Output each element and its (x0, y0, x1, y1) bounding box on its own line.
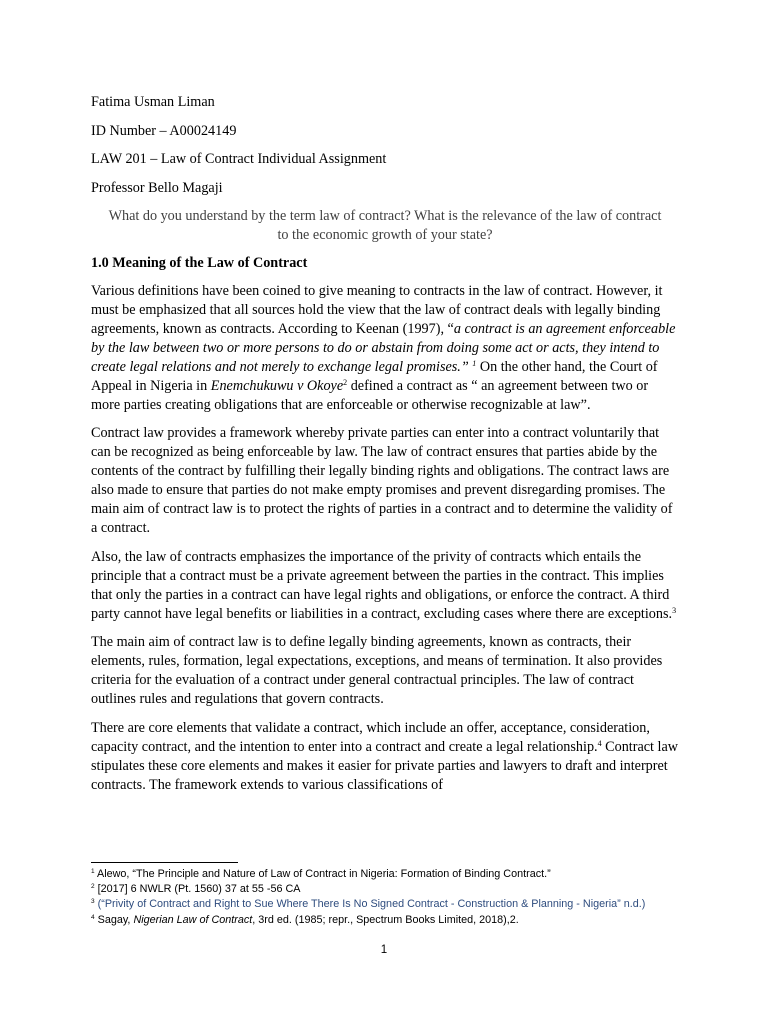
footnote-text: [2017] 6 NWLR (Pt. 1560) 37 at 55 -56 CA (94, 883, 301, 896)
footnote-ref-2[interactable]: 2 (343, 377, 348, 387)
paragraph1-part3: defined a contract as “ an agreement between two or more parties creating obligations that are enforceable or otherwise recognizable at law”. (91, 377, 649, 413)
page-number: 1 (380, 944, 388, 956)
footnote-ref-4[interactable]: 4 (597, 738, 602, 748)
paragraph5-part1: There are core elements that validate a contract, which include an offer, acceptance, consideration, capacity contract, and the intention to enter into a contract and create a legal relationship. (91, 719, 650, 755)
paragraph1-part2: On the other hand, the Court of Appeal in Nigeria in (91, 358, 658, 394)
footnote-citation-link[interactable]: (“Privity of Contract and Right to Sue Where There Is No Signed Contract - Construction & Planning - Nigeria” n.d.) (94, 898, 646, 911)
footnote-text-pre: Sagay, (94, 913, 134, 926)
footnote-separator (91, 862, 238, 863)
paragraph5-part2: Contract law stipulates these core elements and makes it easier for private parties and lawyers to draft and interpret contracts. The framework extends to various classifications of (91, 738, 679, 793)
paragraph3-text: Also, the law of contracts emphasizes the importance of the privity of contracts which entails the principle that a contract must be a private agreement between the parties in the contract. This implies that only the parties in a contract can have legal rights and obligations, or enforce the contract. A third party cannot have legal benefits or liabilities in a contract, excluding cases where there are exceptions. (91, 548, 673, 622)
id-number: ID Number – A00024149 (91, 122, 237, 139)
paragraph-definitions (91, 282, 679, 415)
footnote-1 (91, 867, 691, 882)
question-line-2: to the economic growth of your state? (277, 227, 493, 244)
footnote-ref-1[interactable]: 1 (472, 358, 477, 368)
paragraph-privity (91, 548, 679, 624)
footnote-ref-3[interactable]: 3 (672, 605, 677, 615)
footnote-4 (91, 913, 691, 928)
footnote-number: 1 (91, 868, 95, 875)
footnote-number: 4 (91, 913, 95, 921)
student-name: Fatima Usman Liman (91, 94, 215, 110)
page-body (91, 93, 679, 804)
footnote-text: Alewo, “The Principle and Nature of Law of Contract in Nigeria: Formation of Binding Contract.” (94, 868, 551, 880)
paragraph-framework: Contract law provides a framework whereby private parties can enter into a contract voluntarily that can be recognized as being enforceable by law. The law of contract ensures that parties abide by the contents of the contract by fulfilling their legally binding rights and obligations. The contract laws are also made to ensure that parties do not make empty promises and prevent disregarding promises. The main aim of contract law is to protect the rights of parties in a contract and to determine the validity of a contract. (91, 425, 673, 537)
assignment-question (91, 207, 679, 245)
paragraph1-part1: Various definitions have been coined to give meaning to contracts in the law of contract. However, it must be emphasized that all sources hold the view that the law of contract deals with legally binding agreements, known as contracts. According to Keenan (1997), “ (91, 282, 663, 337)
footnote-3 (91, 897, 691, 912)
section-heading: 1.0 Meaning of the Law of Contract (91, 255, 308, 272)
footnote-2 (91, 882, 691, 897)
question-line-1: What do you understand by the term law of contract? What is the relevance of the law of contract (108, 208, 662, 225)
book-title: Nigerian Law of Contract (133, 913, 253, 926)
paragraph-core-elements (91, 719, 679, 795)
paragraph-aim: The main aim of contract law is to define legally binding agreements, known as contracts, their elements, rules, formation, legal expectations, exceptions, and means of termination. It also provides criteria for the evaluation of a contract under general contractual principles. The law of contract outlines rules and regulations that govern contracts. (91, 634, 663, 708)
professor-name: Professor Bello Magaji (91, 179, 223, 196)
course-title: LAW 201 – Law of Contract Individual Assignment (91, 151, 387, 168)
case-name: Enemchukuwu v Okoye (210, 377, 344, 394)
footnote-text-post: , 3rd ed. (1985; repr., Spectrum Books Limited, 2018),2. (252, 913, 519, 926)
footnote-number: 2 (91, 883, 95, 891)
footnotes (91, 867, 691, 928)
footnote-number: 3 (91, 898, 95, 906)
keenan-quote: a contract is an agreement enforceable by the law between two or more persons to do or abstain from doing some act or acts, they intend to create legal relations and not merely to exchange legal promises.” (91, 320, 676, 375)
